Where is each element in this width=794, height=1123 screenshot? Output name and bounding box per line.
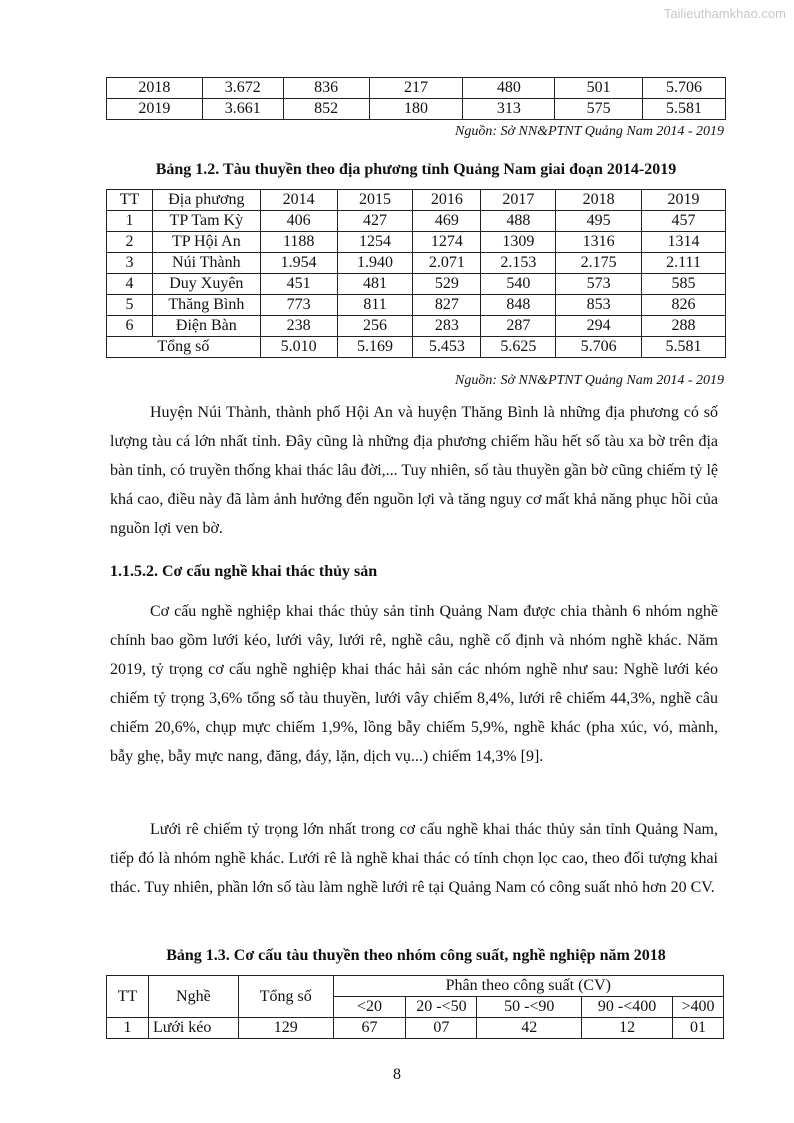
table-cell: 2.153 (481, 253, 556, 274)
table-cell: 2018 (107, 78, 203, 99)
table-cell: 836 (283, 78, 369, 99)
table-cell: Địa phương (152, 190, 260, 211)
table-cell: Tổng số (107, 337, 261, 358)
table-cell: 3.672 (202, 78, 283, 99)
table-row (107, 274, 726, 295)
table-cell: 1254 (337, 232, 413, 253)
table-cell: 2014 (260, 190, 337, 211)
table-cell: 501 (555, 78, 643, 99)
table-cell: 827 (413, 295, 481, 316)
table-cell: 1.940 (337, 253, 413, 274)
table-cell: 5.706 (556, 337, 642, 358)
table-cell: TP Tam Kỳ (152, 211, 260, 232)
header-tong-so: Tổng số (238, 976, 333, 1018)
table-row (107, 253, 726, 274)
table-cell: 3.661 (202, 99, 283, 120)
table-row (107, 190, 726, 211)
table-title: Bảng 1.2. Tàu thuyền theo địa phương tỉnh Quảng Nam giai đoạn 2014-2019 (155, 161, 677, 178)
table-1-1-tail (106, 77, 726, 120)
table-row (107, 78, 726, 99)
table-cell: 1309 (481, 232, 556, 253)
table-cell: 5 (107, 295, 153, 316)
table-1-3 (106, 975, 724, 1039)
table-cell: 457 (642, 211, 726, 232)
table-cell: Thăng Bình (152, 295, 260, 316)
table-cell: 288 (642, 316, 726, 337)
table-cell: 5.581 (643, 99, 726, 120)
table-cell: 287 (481, 316, 556, 337)
table-cell: 256 (337, 316, 413, 337)
header-nghe: Nghề (148, 976, 238, 1018)
watermark: Tailieuthamkhao.com (663, 6, 786, 21)
table-cell: TT (107, 190, 153, 211)
table-cell: Núi Thành (152, 253, 260, 274)
table-cell: 12 (582, 1018, 673, 1039)
table-cell: 1274 (413, 232, 481, 253)
table-cell: 529 (413, 274, 481, 295)
table-cell: 5.706 (643, 78, 726, 99)
table-cell: 283 (413, 316, 481, 337)
table-row (107, 295, 726, 316)
table-cell: 50 -<90 (477, 997, 582, 1018)
table-cell: 481 (337, 274, 413, 295)
section-heading: 1.1.5.2. Cơ cấu nghề khai thác thủy sản (110, 563, 378, 580)
source-note: Nguồn: Sở NN&PTNT Quảng Nam 2014 - 2019 (455, 373, 724, 388)
table-cell: 07 (406, 1018, 477, 1039)
table-cell: 575 (555, 99, 643, 120)
table-cell: 826 (642, 295, 726, 316)
table-cell: 217 (369, 78, 463, 99)
table-cell: 294 (556, 316, 642, 337)
table-cell: 3 (107, 253, 153, 274)
table-cell: 5.169 (337, 337, 413, 358)
table-row (107, 337, 726, 358)
table-cell: 2 (107, 232, 153, 253)
table-cell: 480 (463, 78, 555, 99)
table-cell: 1316 (556, 232, 642, 253)
table-cell: 2019 (107, 99, 203, 120)
table-cell: 2.175 (556, 253, 642, 274)
table-1-2 (106, 189, 726, 358)
table-cell: 2016 (413, 190, 481, 211)
table-row (107, 99, 726, 120)
table-cell: 129 (238, 1018, 333, 1039)
table-cell: 90 -<400 (582, 997, 673, 1018)
header-tt: TT (107, 976, 149, 1018)
table-cell: 469 (413, 211, 481, 232)
table-cell: Duy Xuyên (152, 274, 260, 295)
table-cell: 811 (337, 295, 413, 316)
table-row (107, 316, 726, 337)
table-cell: 42 (477, 1018, 582, 1039)
table-cell: TP Hội An (152, 232, 260, 253)
table-cell: 488 (481, 211, 556, 232)
table-cell: 451 (260, 274, 337, 295)
table-cell: 853 (556, 295, 642, 316)
table-cell: 1.954 (260, 253, 337, 274)
paragraph: Cơ cấu nghề nghiệp khai thác thủy sản tỉnh Quảng Nam được chia thành 6 nhóm nghề chính bao gồm lưới kéo, lưới vây, lưới rê, nghề câu, nghề cố định và nhóm nghề khác. Năm 2019, tỷ trọng cơ cấu nghề nghiệp khai thác hải sản các nhóm nghề như sau: Nghề lưới kéo chiếm tỷ trọng 3,6% tổng số tàu thuyền, lưới vây chiếm 8,4%, lưới rê chiếm 44,3%, nghề câu chiếm 20,6%, chụp mực chiếm 1,9%, lồng bẫy chiếm 5,9%, nghề khác (pha xúc, vó, mành, bẫy ghẹ, bẫy mực nang, đăng, đáy, lặn, dịch vụ...) chiếm 14,3% [9]. (110, 603, 718, 765)
table-cell: 2.071 (413, 253, 481, 274)
table-cell: 180 (369, 99, 463, 120)
table-cell: 313 (463, 99, 555, 120)
table-cell: 773 (260, 295, 337, 316)
table-cell: 427 (337, 211, 413, 232)
table-cell: Điện Bàn (152, 316, 260, 337)
table-cell: 1 (107, 211, 153, 232)
table-cell: 2019 (642, 190, 726, 211)
table-cell: 2018 (556, 190, 642, 211)
table-cell: 6 (107, 316, 153, 337)
table-cell: 67 (333, 1018, 406, 1039)
paragraph: Huyện Núi Thành, thành phố Hội An và huyện Thăng Bình là những địa phương có số lượng tàu cá lớn nhất tỉnh. Đây cũng là những địa phương chiếm hầu hết số tàu xa bờ trên địa bàn tỉnh, có truyền thống khai thác lâu đời,... Tuy nhiên, số tàu thuyền gần bờ cũng chiếm tỷ lệ khá cao, điều này đã làm ảnh hưởng đến nguồn lợi và tăng nguy cơ mất khả năng phục hồi của nguồn lợi ven bờ. (110, 404, 718, 537)
table-title: Bảng 1.3. Cơ cấu tàu thuyền theo nhóm công suất, nghề nghiệp năm 2018 (166, 947, 666, 964)
table-cell: 2017 (481, 190, 556, 211)
table-cell: <20 (333, 997, 406, 1018)
table-cell: 406 (260, 211, 337, 232)
table-row (107, 211, 726, 232)
table-cell: 5.625 (481, 337, 556, 358)
table-cell: 1188 (260, 232, 337, 253)
table-cell: 5.010 (260, 337, 337, 358)
table-cell: 01 (672, 1018, 723, 1039)
table-cell: 4 (107, 274, 153, 295)
table-cell: 5.581 (642, 337, 726, 358)
table-cell: 20 -<50 (406, 997, 477, 1018)
table-cell: >400 (672, 997, 723, 1018)
page-number: 8 (393, 1066, 401, 1083)
table-cell: 1 (107, 1018, 149, 1039)
table-cell: 585 (642, 274, 726, 295)
table-cell: 495 (556, 211, 642, 232)
table-row (107, 232, 726, 253)
table-cell: 2.111 (642, 253, 726, 274)
paragraph: Lưới rê chiếm tỷ trọng lớn nhất trong cơ cấu nghề khai thác thủy sản tỉnh Quảng Nam, tiếp đó là nhóm nghề khác. Lưới rê là nghề khai thác có tính chọn lọc cao, theo đối tượng khai thác. Tuy nhiên, phần lớn số tàu làm nghề lưới rê tại Quảng Nam có công suất nhỏ hơn 20 CV. (110, 821, 718, 896)
table-cell: 238 (260, 316, 337, 337)
table-cell: 1314 (642, 232, 726, 253)
source-note: Nguồn: Sở NN&PTNT Quảng Nam 2014 - 2019 (455, 124, 724, 139)
table-cell: Lưới kéo (148, 1018, 238, 1039)
table-cell: 852 (283, 99, 369, 120)
table-cell: 2015 (337, 190, 413, 211)
table-cell: 5.453 (413, 337, 481, 358)
table-cell: 573 (556, 274, 642, 295)
header-group: Phân theo công suất (CV) (333, 976, 723, 997)
table-cell: 848 (481, 295, 556, 316)
table-cell: 540 (481, 274, 556, 295)
